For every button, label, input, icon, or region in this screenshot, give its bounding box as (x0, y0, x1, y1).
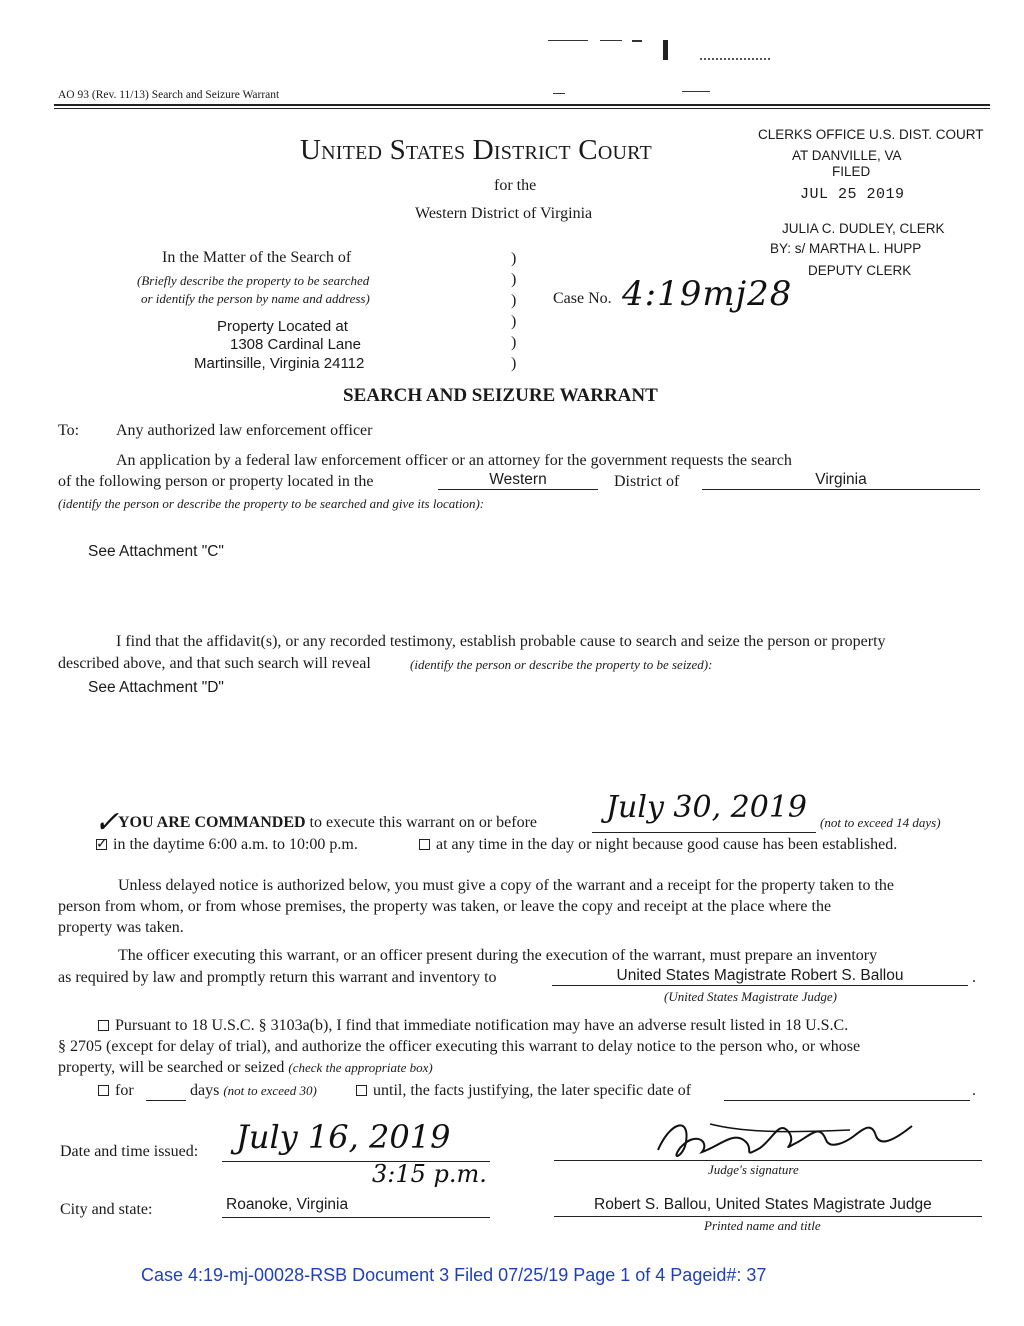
caption-paren: ) (511, 313, 517, 330)
issued-date: July 16, 2019 (236, 1118, 451, 1156)
scan-mark (682, 91, 710, 92)
application-line-2: of the following person or property located in the (58, 473, 374, 490)
caption-paren: ) (511, 355, 517, 372)
days-group (190, 1082, 317, 1100)
state-field: Virginia (702, 471, 980, 490)
notice-p1-line-2: person from whom, or from whose premises, the property was taken, or leave the copy and receipt at the place where the (58, 898, 832, 915)
scan-mark (600, 40, 622, 41)
for-the: for the (494, 177, 537, 194)
form-id: AO 93 (Rev. 11/13) Search and Seizure Warrant (58, 89, 280, 101)
matter-hint-1: (Briefly describe the property to be searched (137, 273, 370, 288)
issued-time: 3:15 p.m. (372, 1160, 487, 1188)
located-district-field: Western (438, 471, 598, 490)
warrant-heading: SEARCH AND SEIZURE WARRANT (343, 385, 658, 406)
property-line-2: 1308 Cardinal Lane (230, 336, 361, 353)
court-title: United States District Court (300, 134, 652, 166)
period: . (972, 969, 976, 986)
notice-p3-line-1: Pursuant to 18 U.S.C. § 3103a(b), I find that immediate notification may have an adverse result listed in 18 U.S.C. (115, 1017, 849, 1034)
property-line-3: Martinsille, Virginia 24112 (194, 355, 365, 372)
judge-printed-name: Robert S. Ballou, United States Magistrate Judge (594, 1196, 932, 1213)
magistrate-caption: (United States Magistrate Judge) (664, 989, 837, 1004)
judge-signature-image (650, 1112, 920, 1167)
finding-line-1: I find that the affidavit(s), or any recorded testimony, establish probable cause to search and seize the person or property (116, 633, 886, 650)
until-label: until, the facts justifying, the later specific date of (373, 1082, 692, 1099)
matter-hint-2: or identify the person by name and address) (141, 291, 370, 306)
until-date-field[interactable] (724, 1100, 970, 1101)
for-days-option[interactable] (98, 1082, 134, 1100)
stamp-filed: FILED (832, 164, 871, 179)
notice-p2-line-2: as required by law and promptly return this warrant and inventory to (58, 969, 497, 986)
finding-line-2: described above, and that such search will reveal (58, 655, 371, 672)
command-date: July 30, 2019 (606, 790, 808, 825)
printed-name-caption: Printed name and title (704, 1218, 821, 1233)
attachment-c: See Attachment "C" (88, 543, 224, 560)
caption-paren: ) (511, 292, 517, 309)
notice-p1-line-1: Unless delayed notice is authorized below, you must give a copy of the warrant and a receipt for the property taken to the (118, 877, 895, 894)
daytime-label: in the daytime 6:00 a.m. to 10:00 p.m. (113, 836, 358, 853)
scan-mark (632, 40, 642, 42)
district-of-label: District of (614, 473, 680, 490)
until-checkbox[interactable] (356, 1085, 367, 1096)
case-number: 4:19mj28 (622, 274, 793, 314)
caption-paren: ) (511, 250, 517, 267)
anytime-checkbox[interactable] (419, 839, 430, 850)
scan-mark (548, 40, 588, 41)
judge-signature-caption: Judge's signature (708, 1162, 799, 1177)
caption-paren: ) (511, 334, 517, 351)
stamp-date: JUL 25 2019 (800, 186, 905, 203)
notice-p1-line-3: property was taken. (58, 919, 184, 936)
anytime-option[interactable] (419, 836, 897, 854)
daytime-checkbox[interactable] (96, 839, 107, 850)
notice-p3-text: property, will be searched or seized (58, 1059, 285, 1076)
case-no-label: Case No. (553, 290, 612, 307)
stamp-by: BY: s/ MARTHA L. HUPP (770, 241, 922, 256)
delay-option[interactable] (98, 1017, 848, 1035)
anytime-label: at any time in the day or night because good cause has been established. (436, 836, 898, 853)
identify-hint: (identify the person or describe the property to be searched and give its location): (58, 496, 485, 511)
issued-label: Date and time issued: (60, 1143, 199, 1160)
notice-p3-line-2: § 2705 (except for delay of trial), and authorize the officer executing this warrant to delay notice to the person who, or whose (58, 1038, 861, 1055)
scan-mark (700, 58, 770, 60)
district-name: Western District of Virginia (415, 205, 593, 222)
scan-mark (553, 93, 565, 94)
command-line (118, 814, 537, 832)
period: . (972, 1082, 976, 1099)
notice-p3-line-3 (58, 1059, 433, 1077)
not-exceed-14: (not to exceed 14 days) (820, 815, 941, 830)
to-label: To: (58, 422, 80, 439)
judge-signature-line (554, 1160, 982, 1161)
caption-paren: ) (511, 271, 517, 288)
days-label: days (190, 1082, 220, 1099)
filing-footer: Case 4:19-mj-00028-RSB Document 3 Filed 07/25/19 Page 1 of 4 Pageid#: 37 (141, 1265, 767, 1285)
to-value: Any authorized law enforcement officer (116, 422, 373, 439)
finding-hint: (identify the person or describe the property to be seized): (410, 657, 713, 672)
checkmark-icon: ✓ (94, 805, 120, 840)
judge-printed-line (554, 1216, 982, 1217)
attachment-d: See Attachment "D" (88, 679, 224, 696)
matter-title: In the Matter of the Search of (162, 249, 352, 266)
notice-p2-line-1: The officer executing this warrant, or an officer present during the execution of the warrant, must prepare an inventory (118, 947, 878, 964)
command-date-line (592, 832, 816, 833)
until-option[interactable] (356, 1082, 691, 1100)
for-label: for (115, 1082, 134, 1099)
header-rule-bottom (54, 108, 990, 109)
application-line-1: An application by a federal law enforcement officer or an attorney for the government requests the search (116, 452, 792, 469)
issued-date-line (222, 1161, 490, 1162)
property-line-1: Property Located at (217, 318, 348, 335)
daytime-option[interactable] (96, 836, 358, 854)
city-label: City and state: (60, 1201, 153, 1218)
stamp-line2: AT DANVILLE, VA (792, 148, 902, 163)
city-line (222, 1217, 490, 1218)
command-rest: to execute this warrant on or before (309, 814, 538, 831)
stamp-line1: CLERKS OFFICE U.S. DIST. COURT (758, 127, 984, 142)
days-field[interactable] (146, 1100, 186, 1101)
magistrate-field: United States Magistrate Robert S. Ballou (552, 967, 968, 986)
scan-mark (663, 40, 668, 60)
notice-p3-hint: (check the appropriate box) (288, 1060, 433, 1075)
days-hint: (not to exceed 30) (223, 1083, 317, 1098)
stamp-deputy: DEPUTY CLERK (808, 263, 912, 278)
header-rule-top (54, 104, 990, 106)
command-bold: YOU ARE COMMANDED (118, 814, 306, 831)
city-value: Roanoke, Virginia (226, 1196, 349, 1213)
delay-checkbox[interactable] (98, 1020, 109, 1031)
for-days-checkbox[interactable] (98, 1085, 109, 1096)
stamp-clerk: JULIA C. DUDLEY, CLERK (782, 221, 945, 236)
